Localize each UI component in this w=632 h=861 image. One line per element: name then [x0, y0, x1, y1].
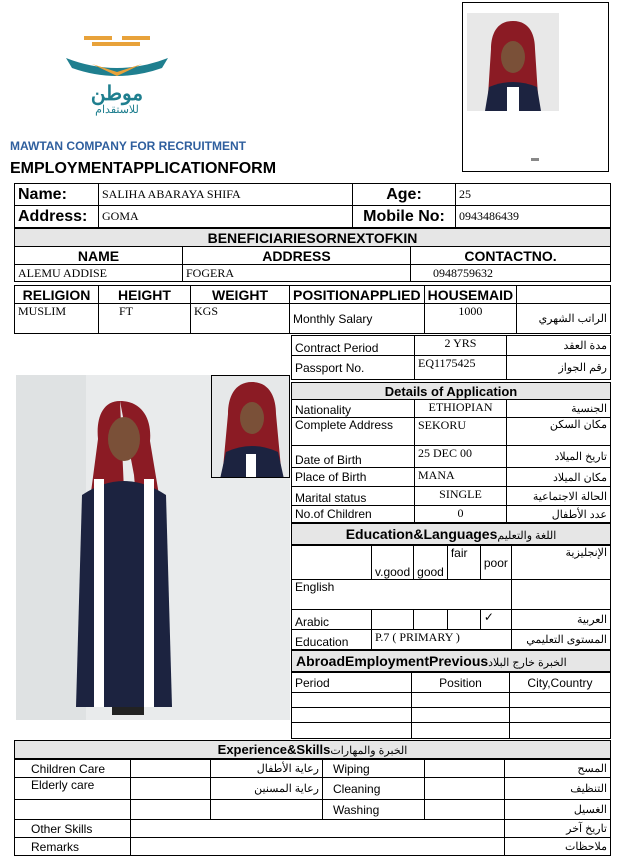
beneficiary-name: ALEMU ADDISE: [15, 265, 183, 282]
abroad-row-1-period: [292, 693, 412, 708]
abroad-position-header: Position: [412, 673, 510, 693]
nationality-label: Nationality: [292, 400, 415, 418]
weight-header: WEIGHT: [191, 286, 290, 304]
arabic-good: [414, 610, 448, 630]
passport-value: EQ1175425: [415, 356, 507, 380]
exp-blank-3: [211, 800, 323, 820]
mobile-value: 0943486439: [456, 206, 611, 228]
form-title: EMPLOYMENTAPPLICATIONFORM: [10, 160, 277, 177]
beneficiary-contact-header: CONTACTNO.: [411, 247, 611, 265]
abroad-row-3-period: [292, 723, 412, 739]
side-photo: [211, 375, 290, 478]
abroad-row-2-country: [510, 708, 611, 723]
arabic-vgood: [372, 610, 414, 630]
education-level-value: P.7 ( PRIMARY ): [372, 630, 512, 650]
physical-table: [14, 285, 611, 334]
cleaning-ar: التنظيف: [505, 778, 611, 800]
complete-address-value: SEKORU: [415, 418, 507, 446]
age-value: 25: [456, 184, 611, 206]
age-label: Age:: [353, 184, 456, 206]
passport-photo: [467, 13, 559, 111]
beneficiary-address-header: ADDRESS: [183, 247, 411, 265]
position-empty: [517, 286, 611, 304]
washing-value: [425, 800, 505, 820]
other-skills-label: Other Skills: [15, 820, 131, 838]
complete-address-label: Complete Address: [292, 418, 415, 446]
salary-ar: الراتب الشهري: [517, 304, 611, 334]
beneficiary-name-header: NAME: [15, 247, 183, 265]
pob-value: MANA: [415, 468, 507, 487]
col-fair: fair: [447, 546, 480, 580]
abroad-period-header: Period: [292, 673, 412, 693]
logo-text-ar: موطن: [90, 83, 144, 105]
arabic-fair: [447, 610, 480, 630]
abroad-table: [291, 672, 611, 739]
education-level-label: Education: [292, 630, 372, 650]
arabic-label: Arabic: [292, 610, 372, 630]
company-logo: [62, 28, 172, 118]
exp-blank-1: [15, 800, 131, 820]
english-blank: [511, 580, 610, 610]
salary-value: 1000: [424, 304, 517, 334]
education-level-ar: المستوى التعليمي: [511, 630, 610, 650]
abroad-row-3-position: [412, 723, 510, 739]
children-ar: عدد الأطفال: [507, 506, 611, 523]
pob-label: Place of Birth: [292, 468, 415, 487]
other-skills-ar: تاريخ آخر: [505, 820, 611, 838]
name-value: SALIHA ABARAYA SHIFA: [99, 184, 353, 206]
abroad-country-header: City,Country: [510, 673, 611, 693]
abroad-row-2-period: [292, 708, 412, 723]
arabic-check: ✓: [480, 610, 511, 630]
col-poor: poor: [480, 546, 511, 580]
beneficiary-title: BENEFICIARIESORNEXTOFKIN: [15, 229, 611, 247]
abroad-title-bar: AbroadEmploymentPreviousالخبرة خارج البلاد: [291, 650, 611, 672]
beneficiary-address: FOGERA: [183, 265, 411, 282]
children-care-label: Children Care: [15, 760, 131, 778]
experience-table: [14, 759, 611, 856]
col-vgood: v.good: [372, 546, 414, 580]
abroad-row-1-position: [412, 693, 510, 708]
religion-header: RELIGION: [15, 286, 99, 304]
company-name: MAWTAN COMPANY FOR RECRUITMENT: [10, 139, 246, 153]
cleaning-value: [425, 778, 505, 800]
exp-blank-2: [131, 800, 211, 820]
wiping-label: Wiping: [323, 760, 425, 778]
weight-value: KGS: [191, 304, 290, 334]
abroad-row-2-position: [412, 708, 510, 723]
remarks-ar: ملاحظات: [505, 838, 611, 856]
dob-value: 25 DEC 00: [415, 446, 507, 468]
beneficiary-table: [14, 228, 611, 282]
col-good: good: [414, 546, 448, 580]
elderly-care-ar: رعاية المسنين: [211, 778, 323, 800]
marital-label: Marital status: [292, 487, 415, 506]
contract-table: [291, 335, 611, 380]
position-value: HOUSEMAID: [424, 286, 517, 304]
education-title-bar: Education&Languagesاللغة والتعليم: [291, 523, 611, 545]
children-label: No.of Children: [292, 506, 415, 523]
dob-ar: تاريخ الميلاد: [507, 446, 611, 468]
applicant-info-table: [14, 183, 611, 228]
name-label: Name:: [15, 184, 99, 206]
remarks-label: Remarks: [15, 838, 131, 856]
children-value: 0: [415, 506, 507, 523]
period-value: 2 YRS: [415, 336, 507, 356]
washing-label: Washing: [323, 800, 425, 820]
edu-blank-header: [292, 546, 372, 580]
passport-label: Passport No.: [292, 356, 415, 380]
beneficiary-contact: 0948759632: [411, 265, 611, 282]
education-table: [291, 545, 611, 650]
marital-ar: الحالة الاجتماعية: [507, 487, 611, 506]
height-header: HEIGHT: [99, 286, 191, 304]
pob-ar: مكان الميلاد: [507, 468, 611, 487]
children-care-value: [131, 760, 211, 778]
period-label: Contract Period: [292, 336, 415, 356]
position-header: POSITIONAPPLIED: [290, 286, 425, 304]
other-skills-value: [131, 820, 505, 838]
address-value: GOMA: [99, 206, 353, 228]
elderly-care-value: [131, 778, 211, 800]
logo-subtext-ar: للاستقدام: [95, 104, 139, 116]
details-title: Details of Application: [292, 383, 611, 400]
cleaning-label: Cleaning: [323, 778, 425, 800]
remarks-value: [131, 838, 505, 856]
washing-ar: الغسيل: [505, 800, 611, 820]
address-label: Address:: [15, 206, 99, 228]
passport-photo-frame: [462, 2, 609, 172]
abroad-row-1-country: [510, 693, 611, 708]
arabic-ar: العربية: [511, 610, 610, 630]
elderly-care-label: Elderly care: [15, 778, 131, 800]
height-value: FT: [99, 304, 191, 334]
children-care-ar: رعاية الأطفال: [211, 760, 323, 778]
religion-value: MUSLIM: [15, 304, 99, 334]
mobile-label: Mobile No:: [353, 206, 456, 228]
marital-value: SINGLE: [415, 487, 507, 506]
dob-label: Date of Birth: [292, 446, 415, 468]
salary-label: Monthly Salary: [290, 304, 425, 334]
period-ar: مدة العقد: [507, 336, 611, 356]
wiping-ar: المسح: [505, 760, 611, 778]
english-ar: الإنجليزية: [511, 546, 610, 580]
abroad-row-3-country: [510, 723, 611, 739]
complete-address-ar: مكان السكن: [507, 418, 611, 446]
logo-mark-icon: [62, 28, 172, 88]
nationality-value: ETHIOPIAN: [415, 400, 507, 418]
nationality-ar: الجنسية: [507, 400, 611, 418]
english-label: English: [292, 580, 512, 610]
details-table: [291, 382, 611, 523]
experience-title-bar: Experience&Skillsالخبرة والمهارات: [14, 740, 611, 759]
wiping-value: [425, 760, 505, 778]
photo-mark: [531, 158, 539, 161]
passport-ar: رقم الجواز: [507, 356, 611, 380]
